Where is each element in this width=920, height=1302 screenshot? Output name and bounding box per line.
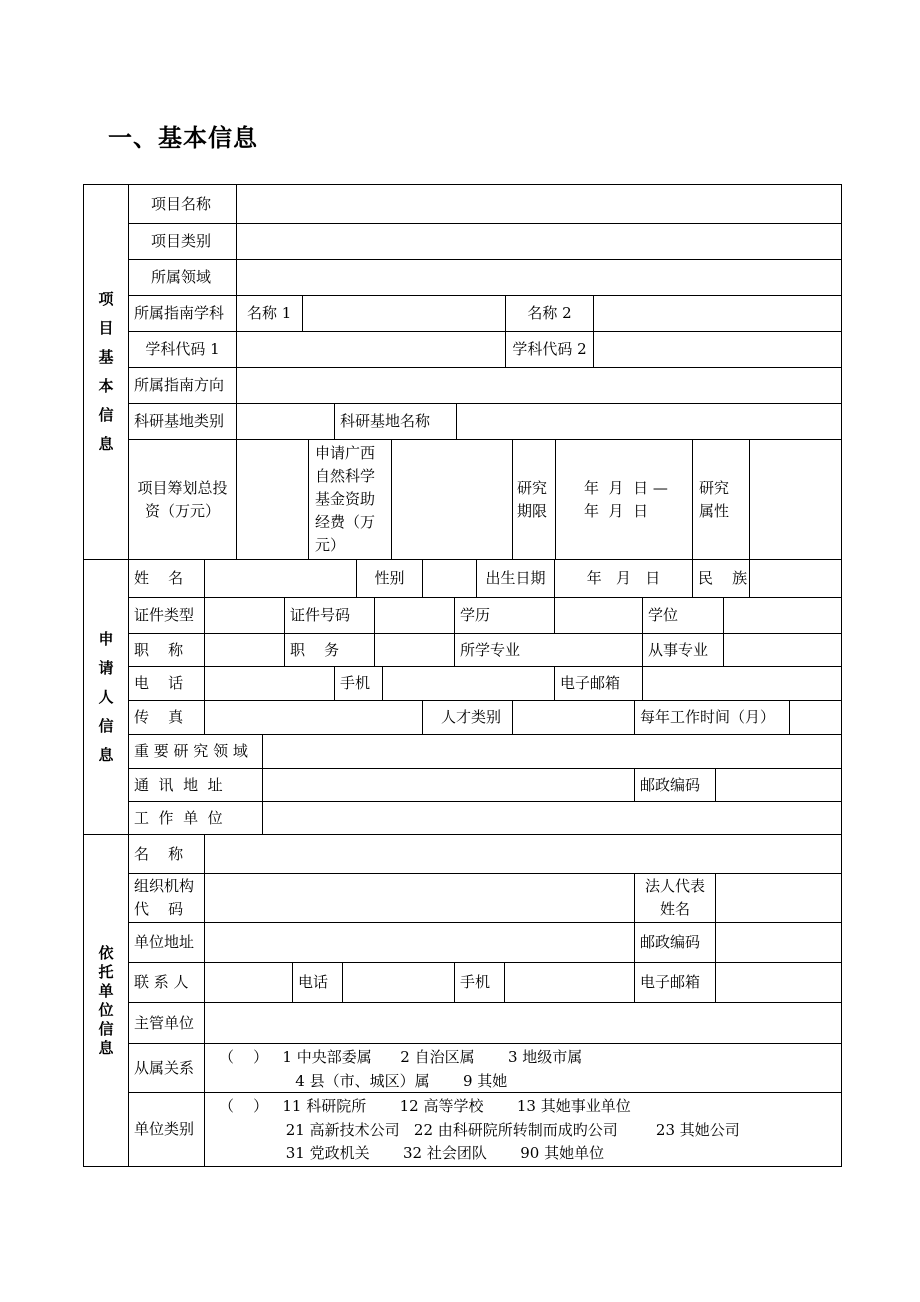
contact-label: 联 系 人	[129, 963, 205, 1003]
unit-section-char: 位	[98, 1000, 114, 1019]
subject-code2-label: 学科代码 2	[506, 332, 594, 368]
field-field[interactable]	[237, 260, 842, 296]
unit-mobile-field[interactable]	[505, 963, 635, 1003]
research-period-field[interactable]	[556, 440, 693, 560]
birth-date-label: 出生日期	[477, 560, 555, 598]
applicant-section-char: 息	[98, 745, 114, 764]
applicant-section-char: 请	[98, 658, 114, 677]
gender-field[interactable]	[423, 560, 477, 598]
project-section-char: 目	[98, 319, 114, 337]
research-period-label: 研究期限	[513, 440, 556, 560]
education-label: 学历	[455, 598, 555, 634]
page-title: 一、基本信息	[108, 124, 258, 152]
id-number-label: 证件号码	[285, 598, 375, 634]
subject-name1-label: 名称 1	[237, 296, 303, 332]
engaged-major-field[interactable]	[724, 634, 842, 667]
fax-label: 传 真	[129, 701, 205, 735]
unit-phone-label: 电话	[293, 963, 343, 1003]
guide-direction-label: 所属指南方向	[129, 368, 237, 404]
base-type-label: 科研基地类别	[129, 404, 237, 440]
unit-section-char: 单	[98, 981, 114, 1000]
subject-code1-field[interactable]	[237, 332, 506, 368]
research-field-field[interactable]	[263, 735, 842, 769]
unit-type-option-line: 21 高新技术公司 22 由科研院所转制而成旳公司 23 其她公司	[219, 1120, 740, 1139]
affiliation-option-line: （ ） 1 中央部委属 2 自治区属 3 地级市属	[219, 1048, 583, 1066]
title-label: 职 称	[129, 634, 205, 667]
affiliation-options[interactable]	[205, 1044, 842, 1093]
research-nature-field[interactable]	[750, 440, 842, 560]
work-unit-field[interactable]	[263, 802, 842, 835]
address-label: 通 讯 地 址	[129, 769, 263, 802]
phone-field[interactable]	[205, 667, 335, 701]
applicant-name-field[interactable]	[205, 560, 357, 598]
guide-direction-field[interactable]	[237, 368, 842, 404]
affiliation-option-line: 4 县（市、城区）属 9 其她	[219, 1071, 508, 1090]
project-category-field[interactable]	[237, 224, 842, 260]
education-field[interactable]	[555, 598, 643, 634]
base-name-field[interactable]	[457, 404, 842, 440]
project-section-char: 基	[98, 348, 114, 366]
subject-code2-field[interactable]	[594, 332, 842, 368]
project-section-char: 信	[98, 406, 114, 424]
unit-email-field[interactable]	[716, 963, 842, 1003]
unit-section-char: 依	[98, 943, 114, 962]
base-name-label: 科研基地名称	[335, 404, 457, 440]
supervisor-field[interactable]	[205, 1003, 842, 1044]
applicant-postal-field[interactable]	[716, 769, 842, 802]
work-unit-label: 工 作 单 位	[129, 802, 263, 835]
contact-field[interactable]	[205, 963, 293, 1003]
unit-name-field[interactable]	[205, 835, 842, 874]
applicant-section-char: 申	[98, 629, 114, 648]
gender-label: 性别	[357, 560, 423, 598]
legal-rep-label: 法人代表姓名	[635, 874, 716, 923]
project-name-label: 项目名称	[129, 184, 237, 224]
unit-section-char: 息	[98, 1038, 114, 1057]
talent-type-field[interactable]	[513, 701, 635, 735]
unit-type-options[interactable]	[205, 1093, 842, 1167]
period-end: 年 月 日	[584, 501, 649, 520]
project-section-char: 本	[98, 377, 114, 395]
unit-type-option-line: 31 党政机关 32 社会团队 90 其她单位	[219, 1144, 605, 1162]
id-number-field[interactable]	[375, 598, 455, 634]
unit-section-char: 信	[98, 1019, 114, 1038]
email-field[interactable]	[643, 667, 842, 701]
position-label: 职 务	[285, 634, 375, 667]
unit-mobile-label: 手机	[455, 963, 505, 1003]
mobile-field[interactable]	[383, 667, 555, 701]
position-field[interactable]	[375, 634, 455, 667]
total-investment-label: 项目筹划总投资（万元）	[129, 440, 237, 560]
fax-field[interactable]	[205, 701, 423, 735]
engaged-major-label: 从事专业	[643, 634, 724, 667]
total-investment-field[interactable]	[237, 440, 309, 560]
research-field-label: 重 要 研 究 领 域	[129, 735, 263, 769]
id-type-field[interactable]	[205, 598, 285, 634]
applicant-postal-label: 邮政编码	[635, 769, 716, 802]
title-field[interactable]	[205, 634, 285, 667]
applicant-name-label	[129, 560, 205, 598]
subject-name2-field[interactable]	[594, 296, 842, 332]
annual-work-time-field[interactable]	[790, 701, 842, 735]
ethnicity-label: 民 族	[693, 560, 750, 598]
field-label: 所属领域	[129, 260, 237, 296]
unit-type-label: 单位类别	[129, 1093, 205, 1167]
unit-section-label	[83, 835, 129, 1167]
unit-name-label: 名 称	[129, 835, 205, 874]
unit-phone-field[interactable]	[343, 963, 455, 1003]
ethnicity-field[interactable]	[750, 560, 842, 598]
phone-label: 电 话	[129, 667, 205, 701]
applicant-section-label	[83, 560, 129, 835]
supervisor-label: 主管单位	[129, 1003, 205, 1044]
birth-date-field[interactable]: 年 月 日	[555, 560, 693, 598]
period-start: 年 月 日 —	[584, 478, 668, 497]
org-code-label: 组织机构代 码	[129, 874, 205, 923]
unit-address-field[interactable]	[205, 923, 635, 963]
project-section-char: 项	[98, 290, 114, 308]
subject-name1-field[interactable]	[303, 296, 506, 332]
unit-postal-field[interactable]	[716, 923, 842, 963]
unit-section-char: 托	[98, 962, 114, 981]
annual-work-time-label: 每年工作时间（月）	[635, 701, 790, 735]
email-label: 电子邮箱	[555, 667, 643, 701]
affiliation-label: 从属关系	[129, 1044, 205, 1093]
subject-code1-label: 学科代码 1	[129, 332, 237, 368]
subject-name2-label: 名称 2	[506, 296, 594, 332]
legal-rep-field[interactable]	[716, 874, 842, 923]
research-nature-label: 研究属性	[693, 440, 750, 560]
major-label: 所学专业	[455, 634, 643, 667]
talent-type-label: 人才类别	[423, 701, 513, 735]
requested-funding-label: 申请广西自然科学基金资助经费（万元）	[309, 440, 392, 560]
id-type-label: 证件类型	[129, 598, 205, 634]
project-category-label: 项目类别	[129, 224, 237, 260]
unit-type-option-line: （ ） 11 科研院所 12 高等学校 13 其她事业单位	[219, 1097, 631, 1115]
base-type-field[interactable]	[237, 404, 335, 440]
mobile-label: 手机	[335, 667, 383, 701]
project-section-label	[83, 184, 129, 560]
unit-postal-label: 邮政编码	[635, 923, 716, 963]
guide-subject-label: 所属指南学科	[129, 296, 237, 332]
org-code-field[interactable]	[205, 874, 635, 923]
project-name-field[interactable]	[237, 184, 842, 224]
unit-email-label: 电子邮箱	[635, 963, 716, 1003]
degree-label: 学位	[643, 598, 724, 634]
applicant-section-char: 人	[98, 687, 114, 706]
applicant-name-text: 姓 名	[134, 569, 184, 587]
project-section-char: 息	[98, 435, 114, 453]
info-form	[83, 184, 842, 1167]
address-field[interactable]	[263, 769, 635, 802]
requested-funding-field[interactable]	[392, 440, 513, 560]
unit-address-label: 单位地址	[129, 923, 205, 963]
degree-field[interactable]	[724, 598, 842, 634]
applicant-section-char: 信	[98, 716, 114, 735]
